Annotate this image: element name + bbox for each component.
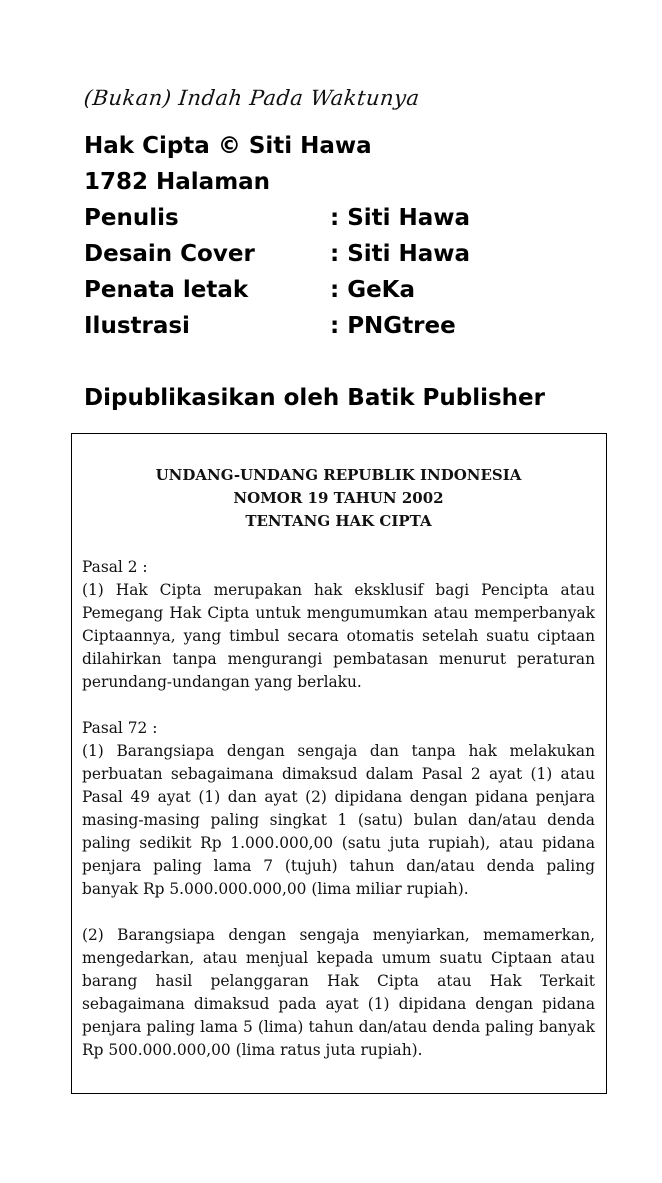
law-heading-1: UNDANG-UNDANG REPUBLIK INDONESIA <box>155 466 522 484</box>
book-metadata <box>84 128 470 344</box>
page-count: 1782 Halaman <box>84 169 271 195</box>
book-title-handwritten: (Bukan) Indah Pada Waktunya <box>82 86 421 110</box>
pasal-72-label: Pasal 72 : <box>82 719 158 737</box>
pasal-2-label: Pasal 2 : <box>82 558 148 576</box>
copyright-line: Hak Cipta © Siti Hawa <box>84 133 372 159</box>
credit-row-cover-design <box>84 236 470 272</box>
credit-row-layout <box>84 272 470 308</box>
credit-row-author <box>84 200 470 236</box>
pasal-72-paragraph-1: (1) Barangsiapa dengan sengaja dan tanpa hak melakukan perbuatan sebagaimana dimaksud dalam Pasal 2 ayat (1) atau Pasal 49 ayat (1) dan ayat (2) dipidana dengan pidana penjara masing-masing paling singkat 1 (satu) bulan dan/atau denda paling sedikit Rp 1.000.000,00 (satu juta rupiah), atau pidana penjara paling lama 7 (tujuh) tahun dan/atau denda paling banyak Rp 5.000.000.000,00 (lima miliar rupiah). <box>82 742 595 898</box>
copyright-law-box <box>71 433 607 1094</box>
pasal-2-text: (1) Hak Cipta merupakan hak eksklusif bagi Pencipta atau Pemegang Hak Cipta untuk mengumumkan atau memperbanyak Ciptaannya, yang timbul secara otomatis setelah suatu ciptaan dilahirkan tanpa mengurangi pembatasan menurut peraturan perundang-undangan yang berlaku. <box>82 581 595 691</box>
credit-value: : GeKa <box>330 277 416 303</box>
credit-row-illustration <box>84 308 470 344</box>
publisher-line: Dipublikasikan oleh Batik Publisher <box>84 385 545 411</box>
pasal-72-paragraph-2: (2) Barangsiapa dengan sengaja menyiarkan, memamerkan, mengedarkan, atau menjual kepada umum suatu Ciptaan atau barang hasil pelanggaran Hak Cipta atau Hak Terkait sebagaimana dimaksud pada ayat (1) dipidana dengan pidana penjara paling lama 5 (lima) tahun dan/atau denda paling banyak Rp 500.000.000,00 (lima ratus juta rupiah). <box>82 926 595 1059</box>
law-heading-2: NOMOR 19 TAHUN 2002 <box>233 489 444 507</box>
credit-label: Ilustrasi <box>84 313 190 339</box>
law-heading-3: TENTANG HAK CIPTA <box>245 512 432 530</box>
law-content <box>82 464 595 1062</box>
credit-value: : Siti Hawa <box>330 241 471 267</box>
credit-label: Desain Cover <box>84 241 255 267</box>
credit-label: Penulis <box>84 205 179 231</box>
credit-label: Penata letak <box>84 277 249 303</box>
credit-value: : PNGtree <box>330 313 456 339</box>
credit-value: : Siti Hawa <box>330 205 471 231</box>
